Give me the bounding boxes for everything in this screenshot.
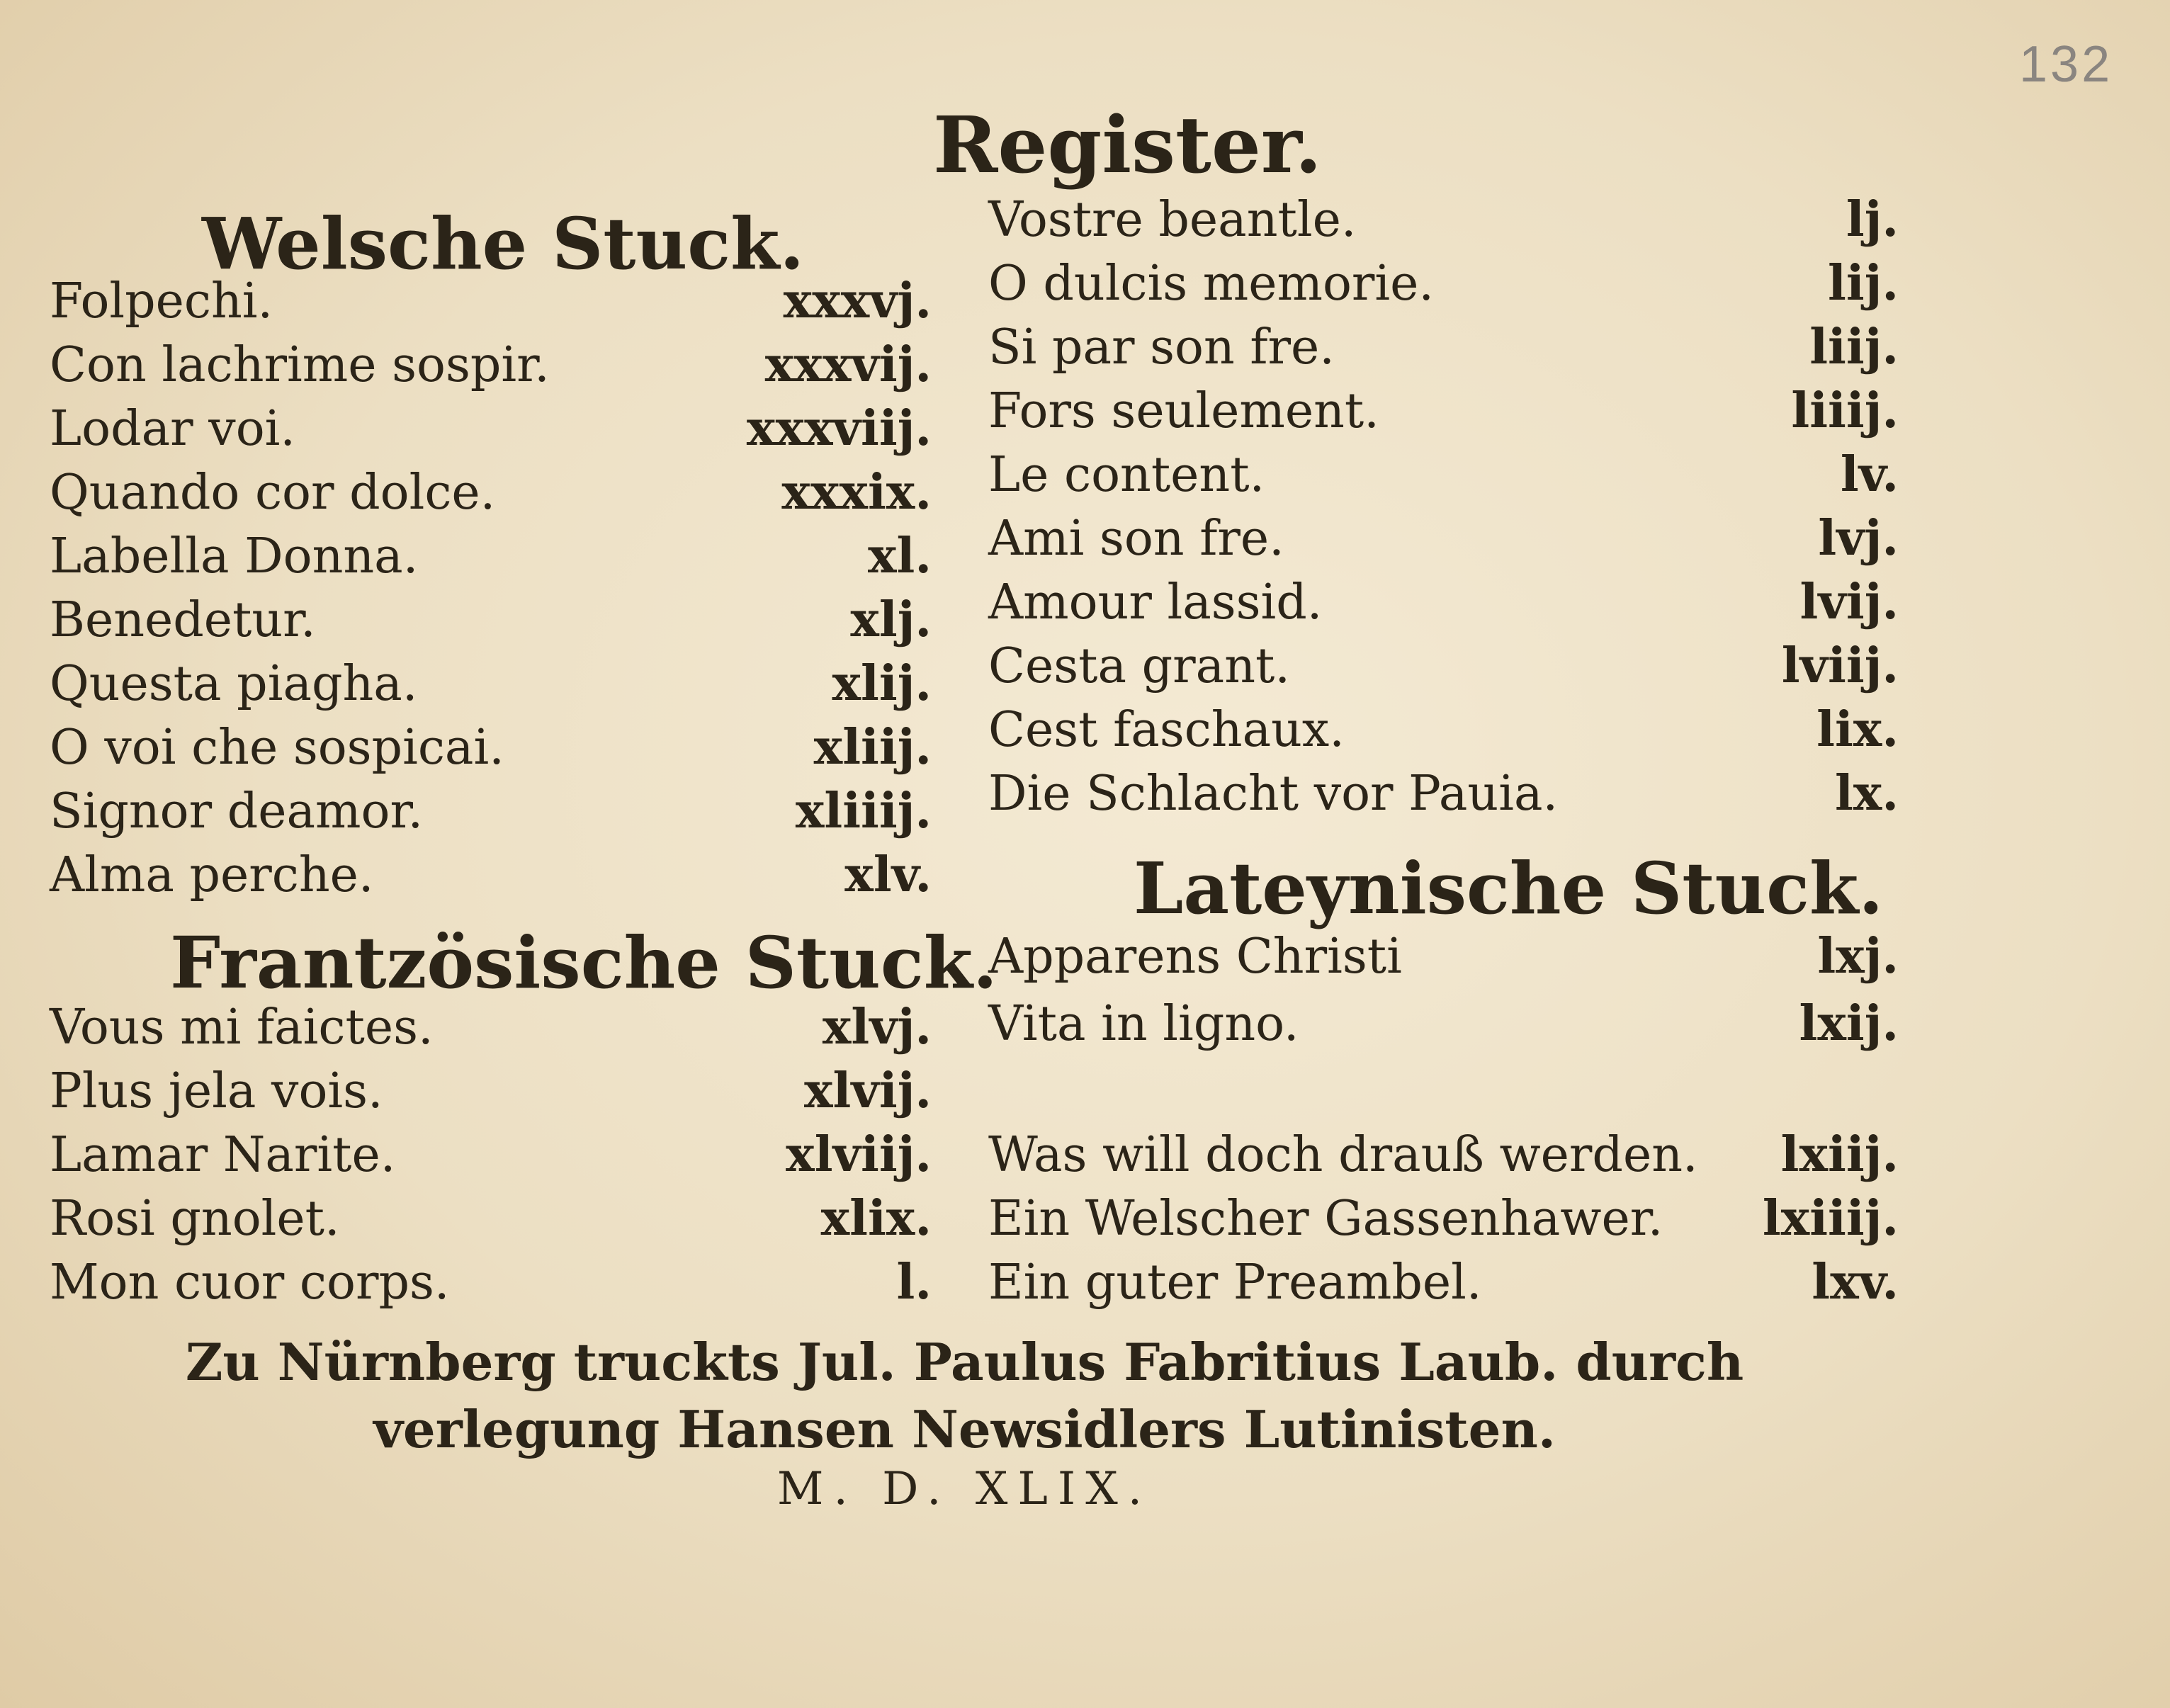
heading-frantzoesische-stuck: Frantzösische Stuck. (170, 921, 998, 1005)
entry-title: O dulcis memorie. (988, 256, 1435, 312)
heading-welsche-stuck: Welsche Stuck. (202, 202, 805, 285)
entry-title: Vita in ligno. (988, 996, 1299, 1052)
entry-folio: liiij. (1791, 383, 1899, 439)
register-entry (50, 783, 932, 847)
register-entry (50, 1063, 932, 1126)
entry-folio: xlvj. (822, 999, 932, 1056)
entry-folio: xliij. (813, 719, 932, 776)
entry-folio: xlj. (850, 592, 932, 648)
entry-title: Cest faschaux. (988, 702, 1345, 758)
entry-title: Folpechi. (50, 273, 273, 329)
entry-folio: xlv. (844, 847, 932, 903)
register-entry (50, 1190, 932, 1254)
entry-folio: lxv. (1812, 1254, 1899, 1311)
entry-folio: lvj. (1818, 510, 1899, 567)
entry-title: Labella Donna. (50, 528, 419, 584)
register-entry (988, 928, 1899, 992)
entry-folio: lx. (1834, 765, 1899, 822)
register-entry (50, 999, 932, 1063)
entry-folio: liij. (1809, 319, 1899, 375)
entry-title: Lodar voi. (50, 401, 296, 457)
register-entry (988, 574, 1899, 638)
imprint-date: M. D. XLIX. (776, 1463, 1153, 1515)
register-entry (50, 1254, 932, 1318)
entry-title: Quando cor dolce. (50, 465, 496, 521)
heading-lateynische-stuck: Lateynische Stuck. (1134, 847, 1884, 930)
entry-title: Cesta grant. (988, 638, 1290, 694)
entry-folio: xlvij. (804, 1063, 932, 1119)
entry-folio: lj. (1846, 191, 1899, 248)
entry-folio: xxxix. (781, 464, 932, 521)
entry-title: Si par son fre. (988, 319, 1335, 375)
register-entry (50, 655, 932, 719)
entry-folio: xliiij. (795, 783, 932, 839)
register-entry (988, 1254, 1899, 1318)
entry-folio: xxxvj. (783, 273, 932, 329)
entry-folio: lviij. (1781, 638, 1899, 694)
entry-title: Mon cuor corps. (50, 1255, 450, 1311)
page-title: Register. (933, 99, 1322, 191)
entry-folio: l. (896, 1254, 932, 1311)
register-entry (50, 1126, 932, 1190)
imprint-line-1: Zu Nürnberg truckts Jul. Paulus Fabritius Laub. durch (185, 1332, 1744, 1392)
entry-title: Rosi gnolet. (50, 1191, 340, 1247)
entry-title: Fors seulement. (988, 383, 1379, 439)
entry-title: Amour lassid. (988, 575, 1323, 630)
entry-title: Vostre beantle. (988, 192, 1357, 248)
register-entry (988, 191, 1899, 255)
entry-folio: xxxviij. (746, 400, 932, 457)
entry-title: Lamar Narite. (50, 1127, 396, 1183)
entry-title: Con lachrime sospir. (50, 337, 550, 393)
entry-title: Ami son fre. (988, 511, 1284, 567)
entry-title: O voi che sospicai. (50, 720, 504, 776)
register-entry (50, 400, 932, 464)
entry-title: Was will doch drauß werden. (988, 1127, 1698, 1183)
register-entry (988, 638, 1899, 701)
entry-title: Ein Welscher Gassenhawer. (988, 1191, 1663, 1247)
folio-number: 132 (2019, 36, 2113, 93)
entry-title: Vous mi faictes. (50, 1000, 434, 1056)
register-entry (988, 319, 1899, 383)
register-entry (50, 592, 932, 655)
register-entry (50, 464, 932, 528)
entry-folio: lxij. (1799, 995, 1899, 1052)
entry-folio: xlviij. (786, 1126, 932, 1183)
entry-title: Die Schlacht vor Pauia. (988, 766, 1559, 822)
entry-folio: lv. (1840, 446, 1899, 503)
register-entry (50, 719, 932, 783)
register-entry (988, 383, 1899, 446)
register-entry (988, 510, 1899, 574)
entry-title: Apparens Christi (988, 929, 1402, 985)
register-entry (988, 995, 1899, 1059)
entry-folio: lvij. (1799, 574, 1899, 630)
register-entry (50, 336, 932, 400)
entry-title: Ein guter Preambel. (988, 1255, 1482, 1311)
entry-title: Questa piagha. (50, 656, 418, 712)
register-entry (988, 701, 1899, 765)
entry-title: Signor deamor. (50, 784, 424, 839)
register-entry (50, 847, 932, 910)
entry-folio: xl. (867, 528, 932, 584)
entry-title: Alma perche. (50, 847, 374, 903)
entry-title: Plus jela vois. (50, 1063, 383, 1119)
register-entry (988, 1190, 1899, 1254)
entry-folio: lxj. (1817, 928, 1899, 985)
register-entry (988, 255, 1899, 319)
entry-folio: lij. (1828, 255, 1899, 312)
entry-folio: xlix. (820, 1190, 932, 1247)
register-entry (50, 273, 932, 336)
entry-folio: lix. (1816, 701, 1899, 758)
register-entry (988, 1126, 1899, 1190)
entry-folio: lxiiij. (1762, 1190, 1899, 1247)
entry-title: Le content. (988, 447, 1265, 503)
imprint-line-2: verlegung Hansen Newsidlers Lutinisten. (373, 1399, 1556, 1459)
register-entry (50, 528, 932, 592)
register-entry (988, 765, 1899, 829)
entry-folio: lxiij. (1780, 1126, 1899, 1183)
entry-title: Benedetur. (50, 592, 316, 648)
entry-folio: xlij. (832, 655, 932, 712)
entry-folio: xxxvij. (764, 336, 932, 393)
register-entry (988, 446, 1899, 510)
